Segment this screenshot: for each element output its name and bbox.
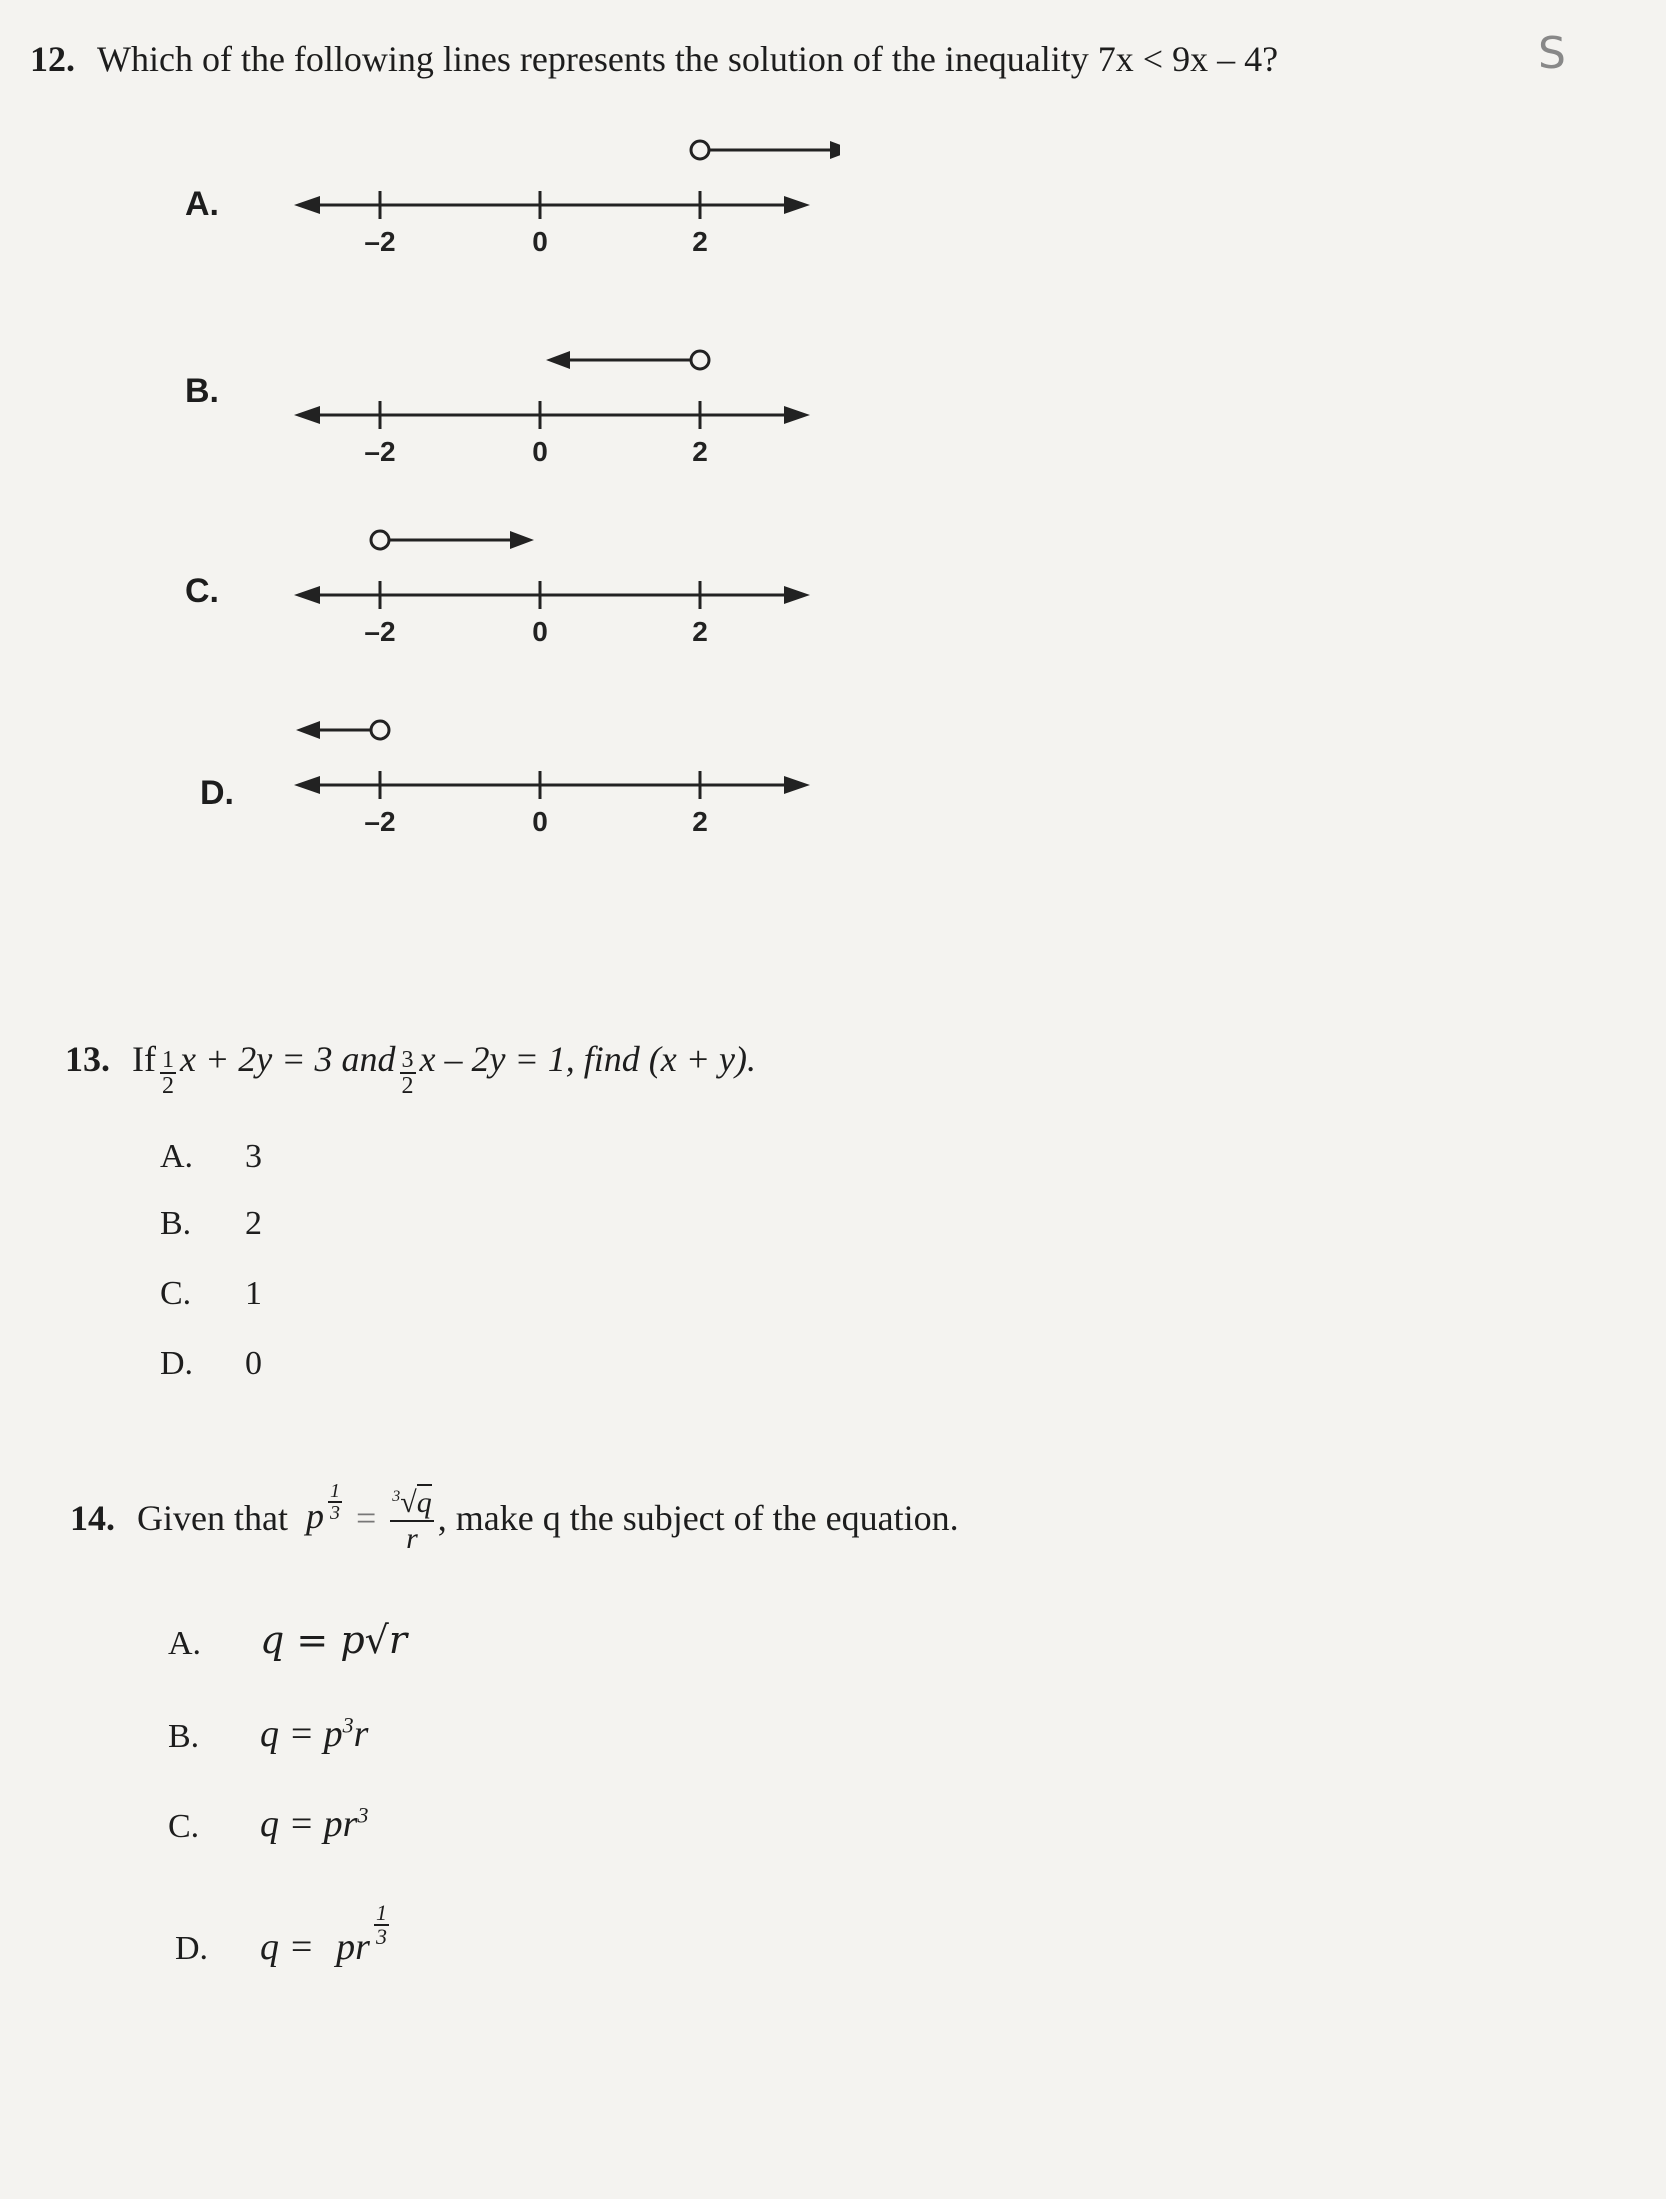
option-lhs: q =	[260, 1926, 315, 1968]
fraction-denominator: 2	[161, 1073, 174, 1099]
question-13	[65, 1038, 756, 1102]
tick-label: –2	[364, 806, 396, 837]
equals-sign: =	[355, 1498, 377, 1538]
exponent-numerator: 1	[375, 1900, 387, 1925]
equation-part-1: x + 2y = 3 and	[179, 1039, 396, 1079]
axis-arrow-right	[784, 776, 810, 794]
option-label: A.	[168, 1625, 202, 1662]
option-label: B.	[168, 1718, 200, 1755]
tick-label: 0	[532, 226, 548, 257]
option-lhs: q =	[260, 1618, 329, 1662]
option-value: 2	[245, 1205, 262, 1242]
if-word: If	[132, 1039, 156, 1079]
option-value: 0	[245, 1345, 262, 1382]
solution-ray-arrow	[510, 531, 534, 549]
option-label: D.	[175, 1930, 209, 1967]
number-line-option-d	[280, 700, 860, 860]
exponent-denominator: 3	[375, 1924, 387, 1949]
axis-arrow-left	[294, 586, 320, 604]
tick-label: 2	[692, 616, 708, 647]
lhs-power	[305, 1479, 346, 1541]
option-base: pr	[323, 1803, 358, 1845]
number-line-option-a	[280, 120, 840, 280]
option-base: pr	[336, 1926, 370, 1968]
tick-label: 0	[532, 616, 548, 647]
option-value: 3	[245, 1138, 262, 1175]
option-label: C.	[168, 1808, 200, 1845]
number-line-option-c	[280, 510, 840, 670]
option-label: C.	[160, 1275, 192, 1312]
rhs-denominator: r	[406, 1522, 418, 1555]
option-label: D.	[160, 1345, 194, 1382]
tick-label: 0	[532, 806, 548, 837]
solution-ray-arrow	[830, 141, 840, 159]
solution-ray-arrow	[296, 721, 320, 739]
question-number: 12.	[30, 39, 75, 79]
option-label: C.	[185, 572, 219, 610]
tick-label: 2	[692, 806, 708, 837]
fraction-one-half	[160, 1048, 176, 1098]
fraction-denominator: 2	[401, 1073, 414, 1099]
lhs-exponent-fraction	[328, 1481, 342, 1523]
number-line-option-b	[280, 330, 840, 490]
tick-label: 0	[532, 436, 548, 467]
root-index: 3	[392, 1488, 401, 1505]
given-text: Given that	[137, 1498, 288, 1538]
option-a-expression	[260, 1618, 407, 1662]
fraction-three-halves	[400, 1048, 416, 1098]
question-number: 13.	[65, 1039, 110, 1079]
axis-arrow-right	[784, 406, 810, 424]
equation-part-2: x – 2y = 1, find (x + y).	[419, 1039, 757, 1079]
question-text: Which of the following lines represents the solution of the inequality 7x < 9x – 4?	[97, 39, 1279, 79]
option-b-expression	[260, 1712, 368, 1756]
axis-arrow-right	[784, 586, 810, 604]
tick-label: –2	[364, 226, 396, 257]
fraction-numerator: 1	[161, 1047, 174, 1073]
question-number: 14.	[70, 1498, 115, 1538]
axis-arrow-left	[294, 196, 320, 214]
option-value: 1	[245, 1275, 262, 1312]
option-lhs: q =	[260, 1713, 315, 1755]
tick-label: –2	[364, 616, 396, 647]
open-circle-endpoint	[691, 141, 709, 159]
solution-ray-arrow	[546, 351, 570, 369]
open-circle-endpoint	[691, 351, 709, 369]
axis-arrow-left	[294, 406, 320, 424]
question-14	[70, 1480, 959, 1556]
option-c-expression	[260, 1802, 368, 1846]
option-lhs: q =	[260, 1803, 315, 1845]
option-rhs: p√r	[340, 1618, 408, 1662]
option-exponent: 3	[357, 1802, 369, 1828]
radicand: q	[416, 1486, 432, 1519]
option-d-expression	[260, 1900, 393, 1970]
instruction-text: , make q the subject of the equation.	[437, 1498, 959, 1538]
option-exponent-fraction	[374, 1902, 389, 1948]
option-label: B.	[160, 1205, 192, 1242]
lhs-base: p	[305, 1496, 324, 1537]
rhs-numerator: $^3$√q	[390, 1480, 433, 1522]
exponent-numerator: 1	[329, 1479, 340, 1502]
open-circle-endpoint	[371, 531, 389, 549]
option-label: A.	[160, 1138, 194, 1175]
tick-label: –2	[364, 436, 396, 467]
fraction-numerator: 3	[401, 1047, 414, 1073]
option-label: D.	[200, 774, 234, 812]
option-label: A.	[185, 185, 219, 223]
open-circle-endpoint	[371, 721, 389, 739]
tick-label: 2	[692, 226, 708, 257]
question-12	[30, 38, 1278, 80]
exponent-denominator: 3	[329, 1501, 340, 1524]
margin-check-mark: S	[1538, 28, 1566, 79]
rhs-fraction	[390, 1480, 433, 1556]
option-tail: r	[353, 1713, 369, 1755]
option-exponent: 3	[342, 1712, 354, 1738]
axis-arrow-left	[294, 776, 320, 794]
option-base: p	[323, 1713, 343, 1755]
tick-label: 2	[692, 436, 708, 467]
axis-arrow-right	[784, 196, 810, 214]
option-label: B.	[185, 372, 219, 410]
